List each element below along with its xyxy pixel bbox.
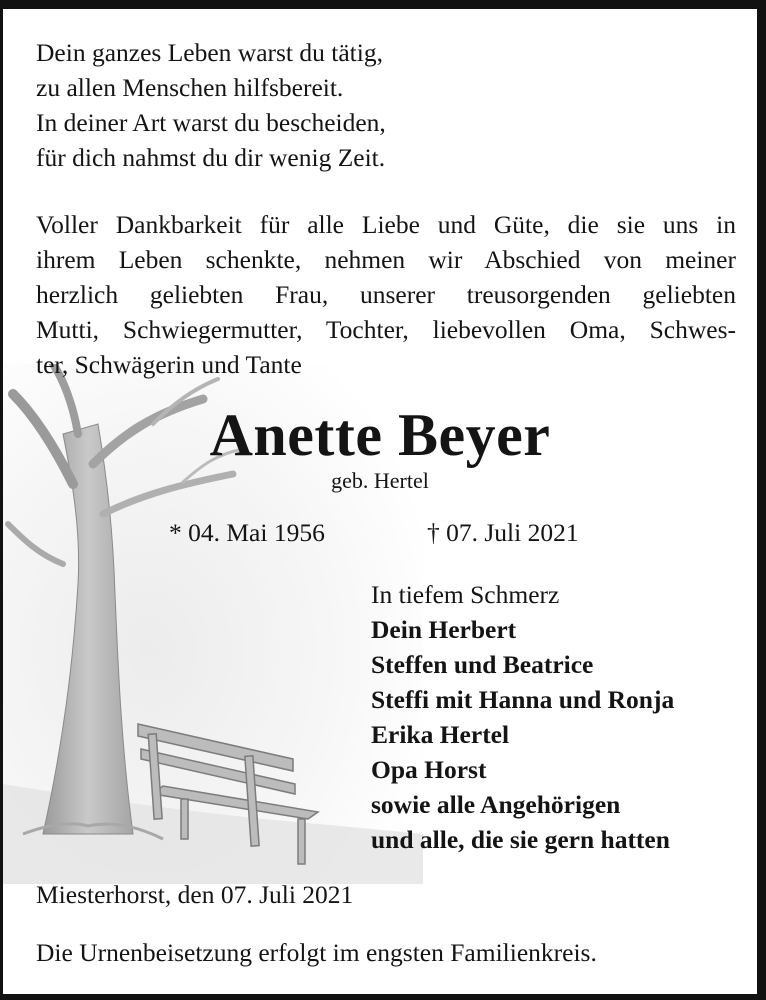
intro-line: ter, Schwägerin und Tante xyxy=(36,350,302,379)
mourner-name: Erika Hertel xyxy=(371,720,510,749)
mourner-name: Dein Herbert xyxy=(371,615,517,644)
burial-note: Die Urnenbeisetzung erfolgt im engsten Familienkreis. xyxy=(36,938,597,967)
mourner-name: und alle, die sie gern hatten xyxy=(371,825,670,854)
intro-text xyxy=(36,207,736,382)
place-and-date: Miesterhorst, den 07. Juli 2021 xyxy=(36,880,354,909)
deceased-name: Anette Beyer xyxy=(209,402,551,468)
intro-line: Voller Dankbarkeit für alle Liebe und Güte, die sie uns in xyxy=(36,210,736,239)
mourner-name: Opa Horst xyxy=(371,755,487,784)
mourner-name: sowie alle Angehörigen xyxy=(371,790,621,819)
mourners-intro: In tiefem Schmerz xyxy=(371,580,560,609)
mourner-name: Steffi mit Hanna und Ronja xyxy=(371,685,675,714)
mourners-list xyxy=(371,577,674,857)
death-date: † 07. Juli 2021 xyxy=(427,518,579,547)
intro-line: herzlich geliebten Frau, unserer treusorgenden geliebten xyxy=(36,280,736,309)
birth-name: geb. Hertel xyxy=(331,468,429,493)
poem-line: für dich nahmst du dir wenig Zeit. xyxy=(36,143,386,172)
birth-date: * 04. Mai 1956 xyxy=(169,518,325,547)
intro-line: ihrem Leben schenkte, nehmen wir Abschied von meiner xyxy=(36,245,736,274)
poem-verse xyxy=(36,35,386,175)
poem-line: In deiner Art warst du bescheiden, xyxy=(36,108,386,137)
poem-line: Dein ganzes Leben warst du tätig, xyxy=(36,38,383,67)
mourner-name: Steffen und Beatrice xyxy=(371,650,594,679)
intro-line: Mutti, Schwiegermutter, Tochter, liebevollen Oma, Schwes- xyxy=(36,315,736,344)
poem-line: zu allen Menschen hilfsbereit. xyxy=(36,73,344,102)
